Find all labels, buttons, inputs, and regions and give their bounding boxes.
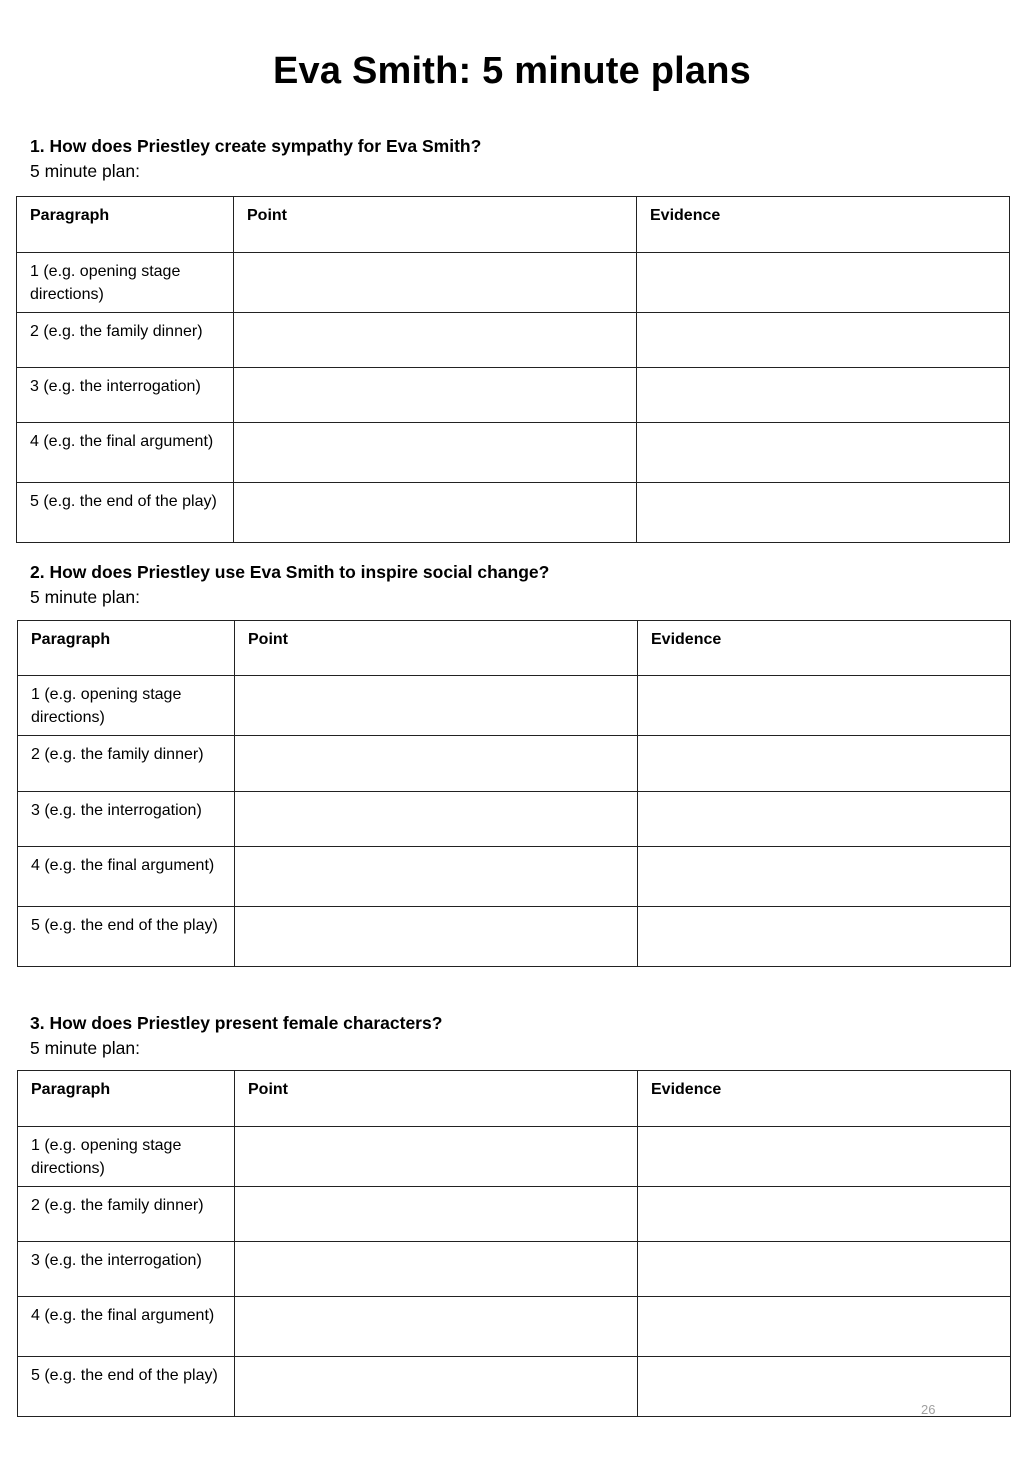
question-1: 1. How does Priestley create sympathy for Eva Smith? — [30, 136, 482, 156]
plan-label-3: 5 minute plan: — [30, 1038, 140, 1058]
table-row — [18, 736, 1011, 792]
evidence-cell[interactable] — [638, 1127, 1011, 1187]
evidence-cell[interactable] — [638, 1187, 1011, 1242]
table-row — [18, 847, 1011, 907]
paragraph-cell: 2 (e.g. the family dinner) — [18, 736, 235, 792]
table-header-row — [17, 197, 1010, 253]
paragraph-cell: 1 (e.g. opening stage directions) — [17, 253, 234, 313]
paragraph-cell: 5 (e.g. the end of the play) — [18, 1357, 235, 1417]
table-row — [17, 483, 1010, 543]
point-cell[interactable] — [235, 1297, 638, 1357]
table-row — [18, 676, 1011, 736]
point-cell[interactable] — [234, 253, 637, 313]
header-point: Point — [234, 197, 637, 253]
point-cell[interactable] — [235, 792, 638, 847]
point-cell[interactable] — [235, 1357, 638, 1417]
evidence-cell[interactable] — [638, 792, 1011, 847]
point-cell[interactable] — [235, 847, 638, 907]
point-cell[interactable] — [235, 1242, 638, 1297]
page-title: Eva Smith: 5 minute plans — [273, 50, 751, 92]
paragraph-cell: 3 (e.g. the interrogation) — [17, 368, 234, 423]
table-row — [17, 253, 1010, 313]
paragraph-cell: 1 (e.g. opening stage directions) — [18, 1127, 235, 1187]
header-point: Point — [235, 621, 638, 676]
evidence-cell[interactable] — [638, 1297, 1011, 1357]
table-row — [18, 1357, 1011, 1417]
header-evidence: Evidence — [638, 621, 1011, 676]
paragraph-cell: 5 (e.g. the end of the play) — [17, 483, 234, 543]
paragraph-cell: 4 (e.g. the final argument) — [17, 423, 234, 483]
evidence-cell[interactable] — [638, 1242, 1011, 1297]
header-evidence: Evidence — [637, 197, 1010, 253]
header-paragraph: Paragraph — [18, 1071, 235, 1127]
point-cell[interactable] — [234, 483, 637, 543]
table-row — [18, 1242, 1011, 1297]
table-row — [18, 907, 1011, 967]
point-cell[interactable] — [235, 907, 638, 967]
evidence-cell[interactable] — [637, 483, 1010, 543]
point-cell[interactable] — [235, 1127, 638, 1187]
evidence-cell[interactable] — [638, 736, 1011, 792]
table-row — [17, 368, 1010, 423]
point-cell[interactable] — [235, 676, 638, 736]
header-paragraph: Paragraph — [18, 621, 235, 676]
paragraph-cell: 3 (e.g. the interrogation) — [18, 1242, 235, 1297]
table-row — [17, 313, 1010, 368]
question-3: 3. How does Priestley present female characters? — [30, 1013, 443, 1033]
header-point: Point — [235, 1071, 638, 1127]
plan-table-1 — [16, 196, 1010, 543]
table-header-row — [18, 1071, 1011, 1127]
paragraph-cell: 4 (e.g. the final argument) — [18, 1297, 235, 1357]
evidence-cell[interactable] — [638, 676, 1011, 736]
paragraph-cell: 1 (e.g. opening stage directions) — [18, 676, 235, 736]
point-cell[interactable] — [235, 736, 638, 792]
evidence-cell[interactable] — [638, 847, 1011, 907]
point-cell[interactable] — [234, 368, 637, 423]
question-2: 2. How does Priestley use Eva Smith to inspire social change? — [30, 562, 550, 582]
evidence-cell[interactable] — [637, 423, 1010, 483]
plan-label-1: 5 minute plan: — [30, 161, 140, 181]
plan-label-2: 5 minute plan: — [30, 587, 140, 607]
point-cell[interactable] — [234, 313, 637, 368]
evidence-cell[interactable] — [637, 313, 1010, 368]
table-row — [17, 423, 1010, 483]
evidence-cell[interactable] — [637, 253, 1010, 313]
page-number: 26 — [921, 1402, 936, 1417]
paragraph-cell: 5 (e.g. the end of the play) — [18, 907, 235, 967]
evidence-cell[interactable] — [638, 1357, 1011, 1417]
point-cell[interactable] — [234, 423, 637, 483]
evidence-cell[interactable] — [638, 907, 1011, 967]
table-row — [18, 1127, 1011, 1187]
plan-table-3 — [17, 1070, 1011, 1417]
table-row — [18, 1297, 1011, 1357]
plan-table-2 — [17, 620, 1011, 967]
point-cell[interactable] — [235, 1187, 638, 1242]
paragraph-cell: 4 (e.g. the final argument) — [18, 847, 235, 907]
table-row — [18, 792, 1011, 847]
paragraph-cell: 3 (e.g. the interrogation) — [18, 792, 235, 847]
paragraph-cell: 2 (e.g. the family dinner) — [18, 1187, 235, 1242]
paragraph-cell: 2 (e.g. the family dinner) — [17, 313, 234, 368]
header-paragraph: Paragraph — [17, 197, 234, 253]
header-evidence: Evidence — [638, 1071, 1011, 1127]
table-row — [18, 1187, 1011, 1242]
evidence-cell[interactable] — [637, 368, 1010, 423]
table-header-row — [18, 621, 1011, 676]
